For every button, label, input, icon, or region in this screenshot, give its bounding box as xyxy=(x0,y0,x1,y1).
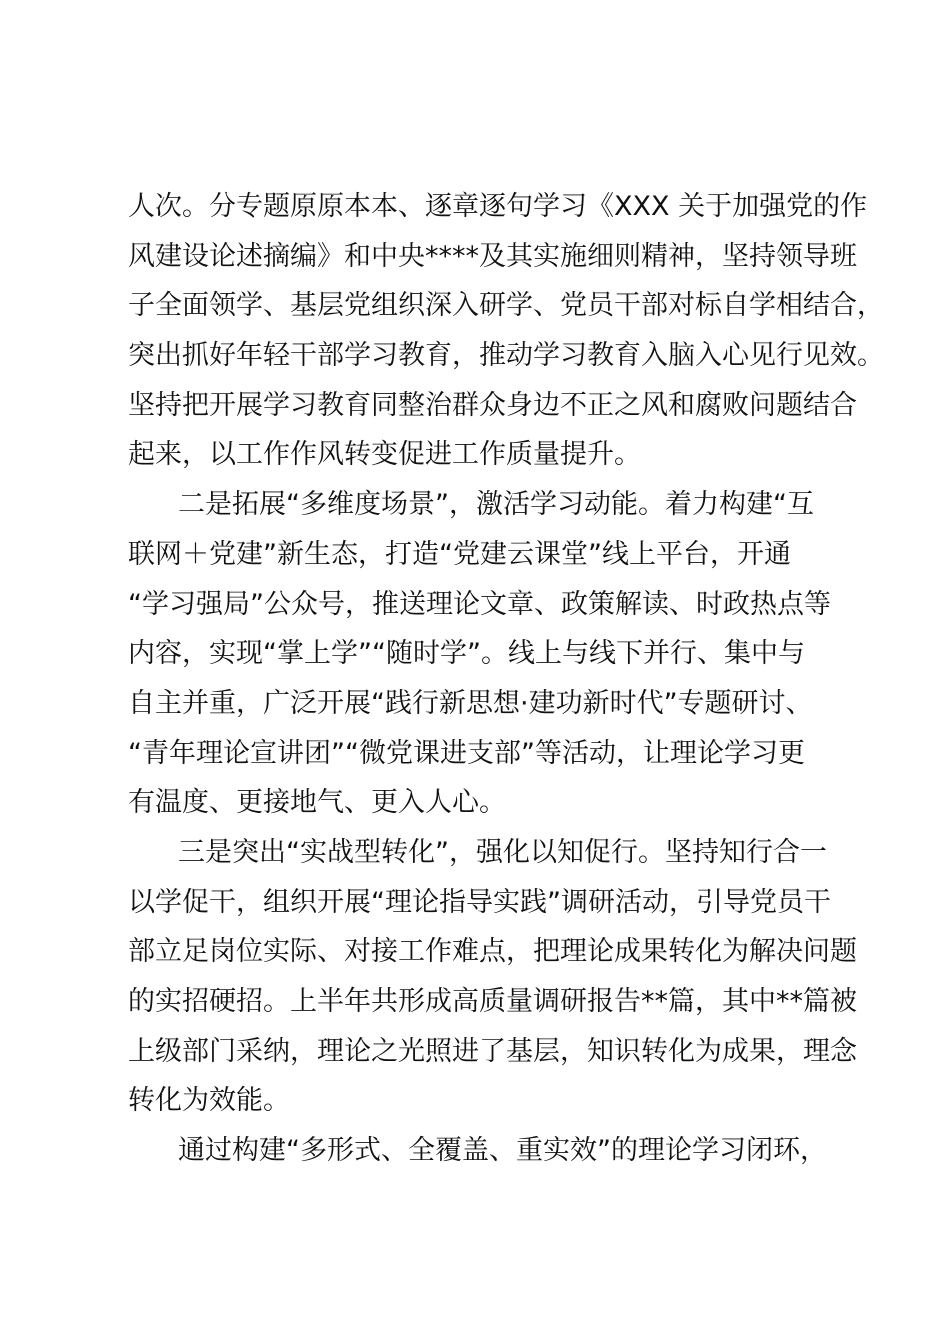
paragraph-practical-transformation xyxy=(128,828,858,1126)
text-line: 起来，以工作作风转变促进工作质量提升。 xyxy=(128,439,641,471)
paragraph-study-continuation xyxy=(128,182,884,480)
text-line: “青年理论宣讲团”“微党课进支部”等活动，让理论学习更 xyxy=(128,737,805,769)
text-line: 三是突出“实战型转化”，强化以知促行。坚持知行合一 xyxy=(178,836,827,868)
text-line: 转化为效能。 xyxy=(128,1085,290,1117)
text-line: 上级部门采纳，理论之光照进了基层，知识转化为成果，理念 xyxy=(128,1035,857,1067)
text-line: 通过构建“多形式、全覆盖、重实效”的理论学习闭环， xyxy=(178,1135,827,1167)
text-line: 风建设论述摘编》和中央****及其实施细则精神，坚持领导班 xyxy=(128,240,857,272)
text-line: “学习强局”公众号，推送理论文章、政策解读、时政热点等 xyxy=(128,588,831,620)
text-line: 二是拓展“多维度场景”，激活学习动能。着力构建“互 xyxy=(178,489,814,521)
paragraph-summary xyxy=(128,1126,858,1176)
text-line: 坚持把开展学习教育同整治群众身边不正之风和腐败问题结合 xyxy=(128,389,857,421)
text-line: 子全面领学、基层党组织深入研学、党员干部对标自学相结合， xyxy=(128,290,884,322)
text-line: 联网＋党建”新生态，打造“党建云课堂”线上平台，开通 xyxy=(128,538,791,570)
text-line: 自主并重，广泛开展“践行新思想·建功新时代”专题研讨、 xyxy=(128,687,813,719)
text-line: 突出抓好年轻干部学习教育，推动学习教育入脑入心见行见效。 xyxy=(128,340,884,372)
text-line: 的实招硬招。上半年共形成高质量调研报告**篇，其中**篇被 xyxy=(128,986,857,1017)
text-line: 有温度、更接地气、更入人心。 xyxy=(128,787,506,819)
text-line: 内容，实现“掌上学”“随时学”。线上与线下并行、集中与 xyxy=(128,638,805,670)
text-line: 以学促干，组织开展“理论指导实践”调研活动，引导党员干 xyxy=(128,886,831,918)
document-body xyxy=(128,182,884,1176)
paragraph-multi-scenario xyxy=(128,480,858,828)
text-line: 部立足岗位实际、对接工作难点，把理论成果转化为解决问题 xyxy=(128,936,857,968)
text-line: 人次。分专题原原本本、逐章逐句学习《XXX 关于加强党的作 xyxy=(128,191,868,222)
